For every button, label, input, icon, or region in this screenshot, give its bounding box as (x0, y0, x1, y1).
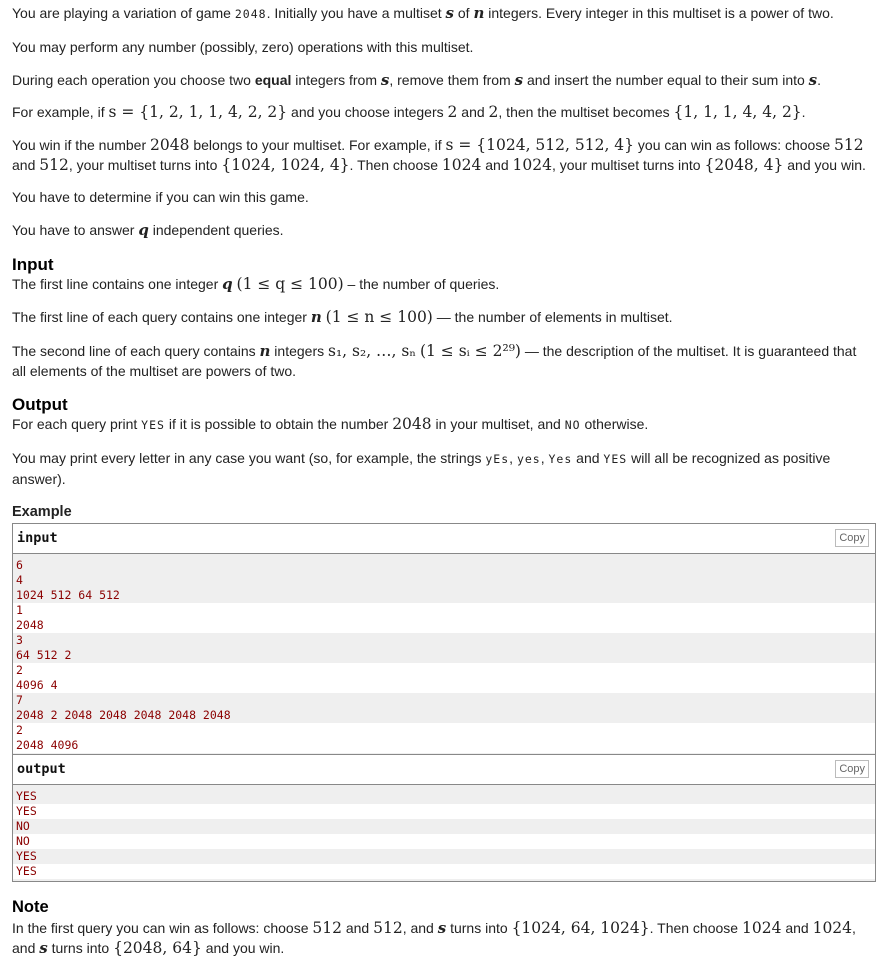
statement-paragraph (12, 70, 876, 90)
text: . Initially you have a multiset (266, 5, 446, 21)
inline-code: NO (564, 418, 581, 432)
bold-text: equal (254, 72, 292, 88)
inline-code: Yes (548, 452, 573, 466)
text: The second line of each query contains (12, 343, 260, 359)
math-num: 1024 (441, 156, 482, 174)
text: and (572, 450, 604, 466)
math-expr: s = {1024, 512, 512, 4} (445, 136, 635, 154)
text: . Then choose (349, 157, 442, 173)
inline-code: YES (603, 452, 628, 466)
math-var: q (222, 275, 233, 293)
math-var: s (437, 919, 447, 937)
math-num: 512 (312, 919, 342, 937)
input-lines (13, 554, 875, 754)
math-var: n (259, 342, 271, 360)
math-expr: (1 ≤ n ≤ 100) (325, 308, 433, 326)
input-line: 64 512 2 (13, 648, 875, 663)
output-lines (13, 785, 875, 881)
output-line: NO (13, 834, 875, 849)
text: You are playing a variation of game (12, 5, 235, 21)
text: integers. Every integer in this multiset is a power of two. (484, 5, 834, 21)
input-line: 2 (13, 663, 875, 678)
text: In the first query you can win as follows: choose (12, 920, 313, 936)
output-line: YES (13, 849, 875, 864)
text: – the number of queries. (343, 276, 500, 292)
text: During each operation you choose two (12, 72, 255, 88)
inline-code: YES (141, 418, 165, 432)
text: The first line contains one integer (12, 276, 223, 292)
input-line: 4096 4 (13, 678, 875, 693)
math-num: 512 (373, 919, 403, 937)
math-var: s (808, 71, 818, 89)
input-section-title: Input (12, 255, 54, 274)
input-line: 6 (13, 558, 875, 573)
math-num: 1024 (512, 156, 552, 174)
copy-output-button[interactable]: Copy (835, 760, 869, 778)
text: . (817, 72, 822, 88)
statement-paragraph: You may perform any number (possibly, zero) operations with this multiset. (12, 39, 474, 55)
copy-input-button[interactable]: Copy (835, 529, 869, 547)
math-expr: s = {1, 2, 1, 1, 4, 2, 2} (108, 103, 288, 121)
input-line: 7 (13, 693, 875, 708)
text: in your multiset, and (431, 416, 565, 432)
example-box (12, 523, 876, 882)
text: . Then choose (649, 920, 742, 936)
text: You may print every letter in any case you want (so, for example, the strings (12, 450, 486, 466)
math-num: 2048 (150, 136, 190, 154)
text: — the description of the multiset. It is guaranteed that all elements of the multiset are powers of two. (12, 343, 857, 379)
input-header (13, 524, 875, 554)
text: if it is possible to obtain the number (164, 416, 393, 432)
text: You have to answer (12, 222, 139, 238)
statement-paragraph (12, 135, 876, 175)
math-var: q (138, 221, 149, 239)
text: and (481, 157, 513, 173)
output-section-title: Output (12, 395, 68, 414)
math-num: 1024 (741, 919, 782, 937)
text: and you win. (201, 940, 285, 956)
text: will all be recognized as positive answer). (12, 450, 831, 487)
math-num: 2048 (392, 415, 432, 433)
math-expr: {2048, 64} (113, 939, 202, 957)
input-paragraph (12, 274, 499, 294)
text: you can win as follows: choose (634, 137, 835, 153)
text: , remove them from (389, 72, 515, 88)
inline-code: 2048 (234, 7, 267, 21)
text: turns into (446, 920, 512, 936)
math-var: s (39, 939, 48, 957)
input-line: 4 (13, 573, 875, 588)
math-expr: {1024, 1024, 4} (221, 156, 350, 174)
text: , (509, 450, 517, 466)
text: otherwise. (580, 416, 649, 432)
text: turns into (47, 940, 114, 956)
text: For example, if (12, 104, 109, 120)
math-expr: (1 ≤ q ≤ 100) (236, 275, 344, 293)
math-expr: {2048, 4} (704, 156, 784, 174)
text: and (457, 104, 489, 120)
input-line: 2048 (13, 618, 875, 633)
text: of (454, 5, 474, 21)
text: and you choose integers (287, 104, 448, 120)
math-expr: s₁, s₂, …, sₙ (328, 342, 417, 360)
text: , and (12, 920, 856, 956)
text: belongs to your multiset. For example, if (189, 137, 446, 153)
output-label: output (17, 761, 66, 777)
input-line: 3 (13, 633, 875, 648)
math-num: 2 (488, 103, 499, 121)
output-paragraph (12, 448, 874, 489)
output-line: NO (13, 819, 875, 834)
note-paragraph (12, 918, 874, 958)
input-line: 2 (13, 723, 875, 738)
inline-code: yes (516, 452, 541, 466)
output-line: YES (13, 789, 875, 804)
input-paragraph (12, 307, 673, 327)
text: and (341, 920, 374, 936)
text: and (781, 920, 813, 936)
math-num: 512 (834, 136, 864, 154)
note-title: Note (12, 898, 49, 916)
math-num: 512 (39, 156, 69, 174)
text: — the number of elements in multiset. (432, 309, 673, 325)
text: , your multiset turns into (68, 157, 222, 173)
text: , and (402, 920, 438, 936)
statement-paragraph: You have to determine if you can win this game. (12, 189, 309, 205)
text: , (540, 450, 549, 466)
input-line: 1 (13, 603, 875, 618)
text: and insert the number equal to their sum into (523, 72, 809, 88)
output-paragraph (12, 414, 648, 435)
input-line: 2048 2 2048 2048 2048 2048 2048 (13, 708, 875, 723)
text: and you win. (783, 157, 866, 173)
input-line: 1024 512 64 512 (13, 588, 875, 603)
output-header (13, 754, 875, 785)
output-line: YES (13, 804, 875, 819)
text: . (801, 104, 806, 120)
text: independent queries. (148, 222, 284, 238)
math-expr: {1024, 64, 1024} (511, 919, 650, 937)
math-var: s (445, 4, 454, 22)
statement-paragraph (12, 3, 876, 24)
example-title: Example (12, 504, 72, 520)
text: For each query print (12, 416, 142, 432)
math-expr: (1 ≤ sᵢ ≤ 2²⁹) (419, 342, 521, 360)
text: integers (270, 343, 328, 359)
math-var: s (380, 71, 390, 89)
math-num: 1024 (812, 919, 853, 937)
math-num: 2 (447, 103, 458, 121)
inline-code: yEs (485, 452, 510, 466)
output-line: YES (13, 864, 875, 879)
statement-paragraph (12, 220, 284, 240)
math-expr: {1, 1, 1, 4, 4, 2} (673, 103, 802, 121)
math-var: n (473, 4, 485, 22)
text: You win if the number (12, 137, 151, 153)
math-var: n (310, 308, 322, 326)
text: and (12, 157, 40, 173)
input-label: input (17, 530, 58, 546)
text: , your multiset turns into (551, 157, 705, 173)
text: integers from (291, 72, 381, 88)
input-paragraph (12, 341, 874, 381)
text: The first line of each query contains one integer (12, 309, 311, 325)
statement-paragraph (12, 102, 876, 122)
math-var: s (514, 71, 524, 89)
text: , then the multiset becomes (498, 104, 674, 120)
input-line: 2048 4096 (13, 738, 875, 753)
